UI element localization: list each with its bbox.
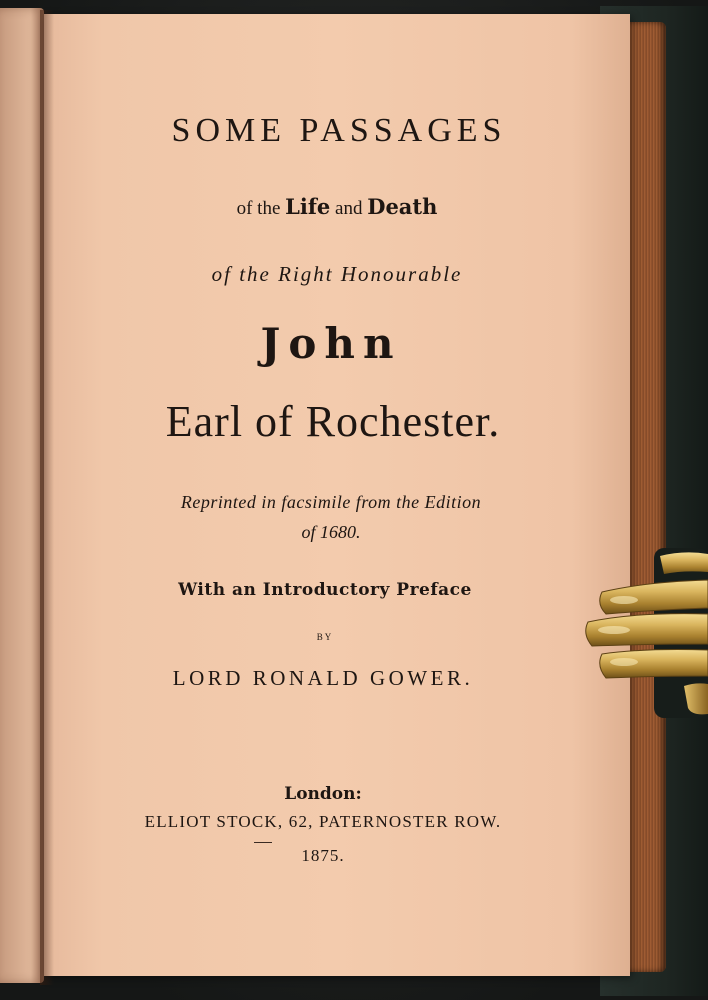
reprint-note-line-2: of 1680. xyxy=(301,522,361,542)
reprint-note-line-1: Reprinted in facsimile from the Edition xyxy=(180,492,482,512)
subtitle-and: and xyxy=(335,198,363,219)
subtitle-line xyxy=(44,194,630,220)
by-label: BY xyxy=(316,632,334,642)
peerage-title: Earl of Rochester. xyxy=(165,397,501,446)
title-heading: SOME PASSAGES xyxy=(171,112,507,149)
gilt-fore-edge xyxy=(626,22,666,972)
given-name: John xyxy=(260,319,402,368)
subtitle-prefix: of the xyxy=(236,198,281,219)
imprint-year: 1875. xyxy=(301,846,345,865)
title-page-text xyxy=(44,14,630,976)
imprint-place: London: xyxy=(284,784,362,804)
gutter-shadow xyxy=(40,10,54,985)
subtitle-death: Death xyxy=(367,194,438,219)
imprint-rule xyxy=(254,842,272,843)
author-name: LORD RONALD GOWER. xyxy=(172,666,474,690)
subtitle-life: Life xyxy=(285,194,331,219)
title-page xyxy=(44,14,630,976)
preface-note: With an Introductory Preface xyxy=(178,580,472,600)
honorific-line: of the Right Honourable xyxy=(211,262,463,286)
imprint-publisher: ELLIOT STOCK, 62, PATERNOSTER ROW. xyxy=(144,812,502,831)
brass-page-clip-icon xyxy=(584,548,708,718)
